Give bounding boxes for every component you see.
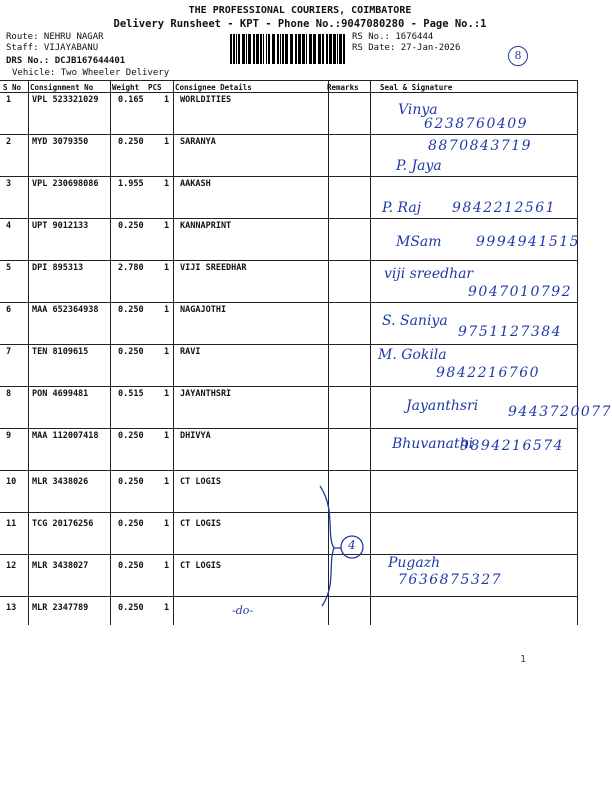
row-consignment-no: UPT 9012133	[32, 221, 89, 231]
handwritten-phone: 9842216760	[436, 365, 541, 381]
row-consignee-name: CT LOGIS	[180, 477, 221, 487]
row-pcs: 1	[164, 561, 170, 571]
barcode-bar	[256, 34, 259, 64]
row-consignee-name: RAVI	[180, 347, 201, 357]
handwritten-signature: P. Raj	[382, 200, 422, 216]
barcode-bar	[233, 34, 235, 64]
barcode-bar	[260, 34, 262, 64]
row-weight: 0.250	[118, 221, 144, 231]
barcode-bar	[295, 34, 297, 64]
staff-label: Staff: VIJAYABANU	[6, 43, 99, 53]
handwritten-phone: 9894216574	[460, 438, 565, 454]
drs-number: DRS No.: DCJB167644401	[6, 56, 126, 66]
row-weight: 0.250	[118, 137, 144, 147]
handwritten-signature: M. Gokila	[378, 347, 447, 363]
row-consignment-no: MAA 112007418	[32, 431, 99, 441]
row-weight: 0.515	[118, 389, 144, 399]
row-sno: 9	[6, 431, 12, 441]
barcode-bar	[238, 34, 240, 64]
row-sno: 4	[6, 221, 12, 231]
barcode-bar	[306, 34, 307, 64]
row-sno: 3	[6, 179, 12, 189]
row-consignment-no: DPI 895313	[32, 263, 84, 273]
barcode-bar	[246, 34, 247, 64]
row-pcs: 1	[164, 179, 170, 189]
row-consignment-no: VPL 523321029	[32, 95, 99, 105]
handwritten-signature: Bhuvanathi	[392, 436, 474, 452]
handwritten-phone: 9994941515	[476, 234, 581, 250]
row-sno: 1	[6, 95, 12, 105]
col-header-consignment: Consignment No	[30, 83, 94, 92]
row-consignee-name: DHIVYA	[180, 431, 211, 441]
row-sno: 10	[6, 477, 17, 487]
handwritten-signature: Vinya	[398, 102, 438, 118]
handwritten-phone: 9047010792	[468, 284, 573, 300]
row-pcs: 1	[164, 263, 170, 273]
col-header-weight: Weight	[112, 83, 140, 92]
handwritten-signature: Jayanthsri	[406, 398, 479, 414]
row-pcs: 1	[164, 389, 170, 399]
row-sno: 8	[6, 389, 12, 399]
row-weight: 1.955	[118, 179, 144, 189]
barcode-image	[230, 34, 348, 64]
row-consignment-no: PON 4699481	[32, 389, 89, 399]
rs-date: RS Date: 27-Jan-2026	[352, 43, 461, 53]
company-title: THE PROFESSIONAL COURIERS, COIMBATORE	[188, 5, 412, 16]
row-consignment-no: VPL 230698086	[32, 179, 99, 189]
row-consignment-no: MLR 3438027	[32, 561, 89, 571]
col-header-consignee: Consignee Details	[175, 83, 252, 92]
row-sno: 7	[6, 347, 12, 357]
row-weight: 0.250	[118, 519, 144, 529]
barcode-bar	[302, 34, 305, 64]
handwritten-phone: 9842212561	[452, 200, 557, 216]
barcode-bar	[272, 34, 275, 64]
row-weight: 0.250	[118, 603, 144, 613]
handwritten-phone: 6238760409	[424, 116, 529, 132]
row-weight: 2.780	[118, 263, 144, 273]
barcode-bar	[329, 34, 332, 64]
row-pcs: 1	[164, 519, 170, 529]
row-pcs: 1	[164, 603, 170, 613]
row-pcs: 1	[164, 221, 170, 231]
row-consignment-no: TCG 20176256	[32, 519, 94, 529]
barcode-bar	[337, 34, 338, 64]
barcode-bar	[248, 34, 251, 64]
row-pcs: 1	[164, 137, 170, 147]
handwritten-phone: 7636875327	[398, 572, 503, 588]
row-sno: 5	[6, 263, 12, 273]
barcode-bar	[277, 34, 279, 64]
handwritten-signature: P. Jaya	[396, 158, 442, 174]
col-header-remarks: Remarks	[327, 83, 359, 92]
row-sno: 13	[6, 603, 17, 613]
barcode-bar	[298, 34, 301, 64]
barcode-bar	[322, 34, 324, 64]
page-number: 1	[520, 654, 527, 665]
table-row	[0, 471, 578, 513]
barcode-bar	[290, 34, 293, 64]
barcode-bar	[285, 34, 288, 64]
barcode-bar	[343, 34, 345, 64]
bracket-count: 4	[348, 538, 356, 552]
table-row	[0, 387, 578, 429]
row-weight: 0.250	[118, 431, 144, 441]
barcode-bar	[280, 34, 281, 64]
barcode-bar	[339, 34, 342, 64]
handwritten-phone: 9443720077	[508, 404, 612, 420]
barcode-bar	[326, 34, 328, 64]
row-consignee-name: VIJI SREEDHAR	[180, 263, 247, 273]
row-weight: 0.165	[118, 95, 144, 105]
row-consignment-no: MAA 652364938	[32, 305, 99, 315]
barcode-bar	[242, 34, 245, 64]
row-pcs: 1	[164, 431, 170, 441]
row-weight: 0.250	[118, 347, 144, 357]
row-weight: 0.250	[118, 305, 144, 315]
col-header-sno: S No	[3, 83, 22, 92]
row-consignee-name: SARANYA	[180, 137, 216, 147]
handwritten-signature: viji sreedhar	[384, 266, 474, 282]
row-consignee-name: AAKASH	[180, 179, 211, 189]
row-pcs: 1	[164, 95, 170, 105]
row-consignee-name: WORLDITIES	[180, 95, 232, 105]
row-consignment-no: MYD 3079350	[32, 137, 89, 147]
barcode-bar	[268, 34, 270, 64]
circled-page-mark: 8	[508, 46, 528, 66]
barcode-bar	[333, 34, 336, 64]
row-consignee-name: JAYANTHSRI	[180, 389, 232, 399]
row-sno: 12	[6, 561, 17, 571]
table-top-border	[0, 80, 578, 81]
barcode-bar	[318, 34, 321, 64]
handwritten-signature: Pugazh	[388, 555, 441, 571]
barcode-bar	[309, 34, 312, 64]
row-weight: 0.250	[118, 561, 144, 571]
handwritten-phone: 8870843719	[428, 138, 533, 154]
barcode-bar	[230, 34, 232, 64]
row-sno: 2	[6, 137, 12, 147]
row-sno: 6	[6, 305, 12, 315]
row-consignment-no: MLR 2347789	[32, 603, 89, 613]
barcode-bar	[253, 34, 255, 64]
rs-number: RS No.: 1676444	[352, 32, 434, 42]
vehicle-label: Vehicle: Two Wheeler Delivery	[12, 68, 170, 78]
row-consignee-name: KANNAPRINT	[180, 221, 232, 231]
barcode-bar	[282, 34, 284, 64]
barcode-bar	[266, 34, 267, 64]
col-header-pcs: PCS	[148, 83, 162, 92]
barcode-bar	[236, 34, 237, 64]
row-pcs: 1	[164, 477, 170, 487]
barcode-bar	[263, 34, 264, 64]
handwritten-phone: 9751127384	[458, 324, 563, 340]
row-consignee-name: CT LOGIS	[180, 561, 221, 571]
barcode-bar	[313, 34, 316, 64]
runsheet-subtitle: Delivery Runsheet - KPT - Phone No.:9047080280 - Page No.:1	[113, 18, 487, 30]
col-header-seal: Seal & Signature	[380, 83, 453, 92]
row-consignee-name: CT LOGIS	[180, 519, 221, 529]
handwritten-signature: MSam	[396, 234, 442, 250]
row-consignee-name: NAGAJOTHI	[180, 305, 227, 315]
table-row	[0, 513, 578, 555]
row-pcs: 1	[164, 305, 170, 315]
bracket-annotation	[300, 480, 420, 610]
table-row	[0, 597, 578, 639]
row-sno: 11	[6, 519, 17, 529]
row-weight: 0.250	[118, 477, 144, 487]
row13-remark: -do-	[232, 604, 254, 617]
row-consignment-no: MLR 3438026	[32, 477, 89, 487]
handwritten-signature: S. Saniya	[382, 313, 448, 329]
row-pcs: 1	[164, 347, 170, 357]
route-label: Route: NEHRU NAGAR	[6, 32, 104, 42]
row-consignment-no: TEN 8109615	[32, 347, 89, 357]
